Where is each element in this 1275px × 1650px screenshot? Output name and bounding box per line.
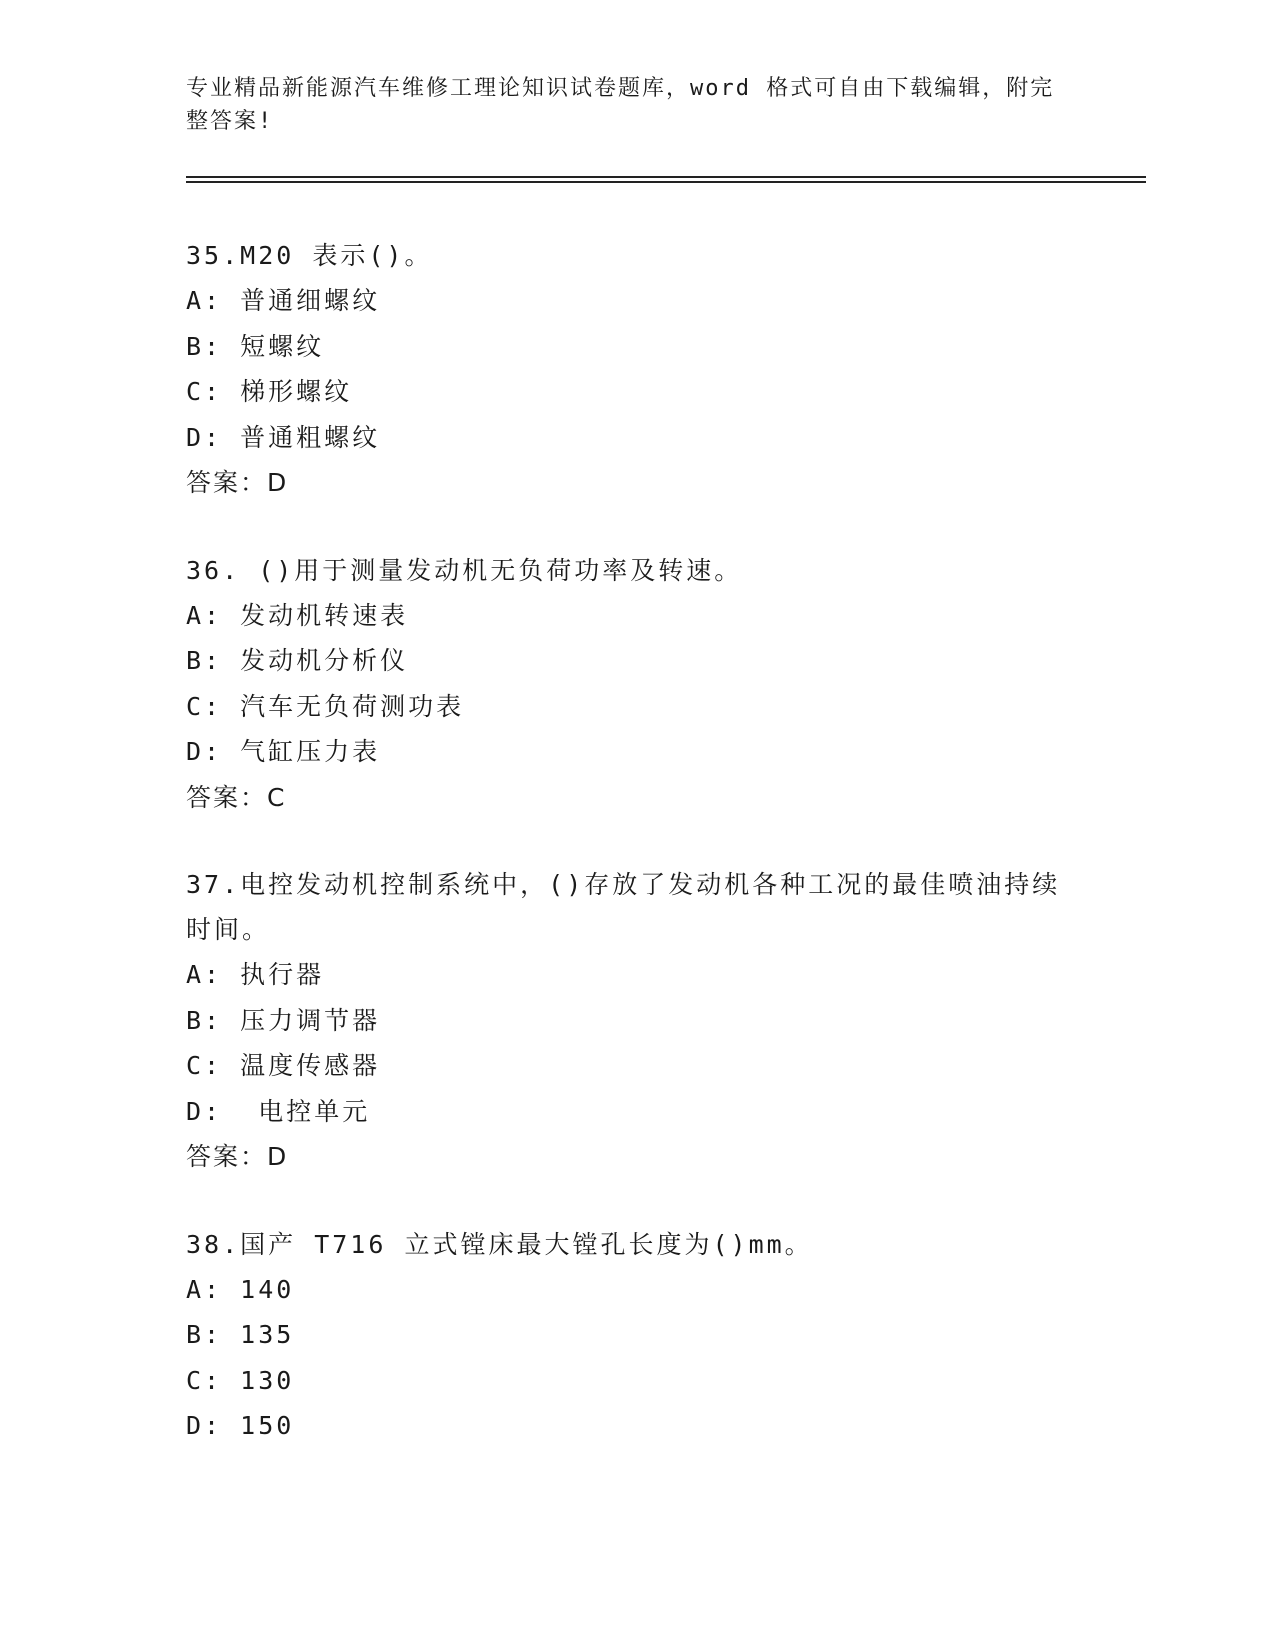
question-38 xyxy=(186,1222,1086,1449)
question-stem: 36. ()用于测量发动机无负荷功率及转速。 xyxy=(186,555,743,585)
question-stem: 37.电控发动机控制系统中，()存放了发动机各种工况的最佳喷油持续时间。 xyxy=(186,870,1061,944)
question-37 xyxy=(186,862,1086,1180)
answer-line: 答案：D xyxy=(186,468,289,497)
option-b: B: 短螺纹 xyxy=(186,331,325,361)
option-a: A: 普通细螺纹 xyxy=(186,286,381,315)
answer-line: 答案：D xyxy=(186,1142,289,1171)
option-c: C: 130 xyxy=(186,1365,295,1395)
option-a: A: 发动机转速表 xyxy=(186,600,409,630)
option-b: B: 压力调节器 xyxy=(186,1005,381,1035)
option-a: A: 140 xyxy=(186,1274,295,1304)
option-d: D: 普通粗螺纹 xyxy=(186,422,381,452)
option-b: B: 发动机分析仪 xyxy=(186,646,409,675)
option-c: C: 梯形螺纹 xyxy=(186,377,353,406)
option-d: D: 气缸压力表 xyxy=(186,737,381,766)
option-d: D: 电控单元 xyxy=(186,1096,371,1126)
answer-line: 答案：C xyxy=(186,782,287,812)
question-stem: 35.M20 表示()。 xyxy=(186,241,433,270)
option-b: B: 135 xyxy=(186,1320,295,1349)
document-header: 专业精品新能源汽车维修工理论知识试卷题库，word 格式可自由下载编辑，附完整答案! xyxy=(186,76,1055,134)
option-a: A: 执行器 xyxy=(186,960,325,989)
question-stem: 38.国产 T716 立式镗床最大镗孔长度为()mm。 xyxy=(186,1229,813,1259)
option-c: C: 温度传感器 xyxy=(186,1051,381,1080)
option-d: D: 150 xyxy=(186,1411,295,1440)
question-list xyxy=(186,233,1086,1491)
header-divider xyxy=(186,181,1146,183)
question-36 xyxy=(186,548,1086,821)
header-divider xyxy=(186,176,1146,178)
option-c: C: 汽车无负荷测功表 xyxy=(186,691,465,721)
question-35 xyxy=(186,233,1086,506)
